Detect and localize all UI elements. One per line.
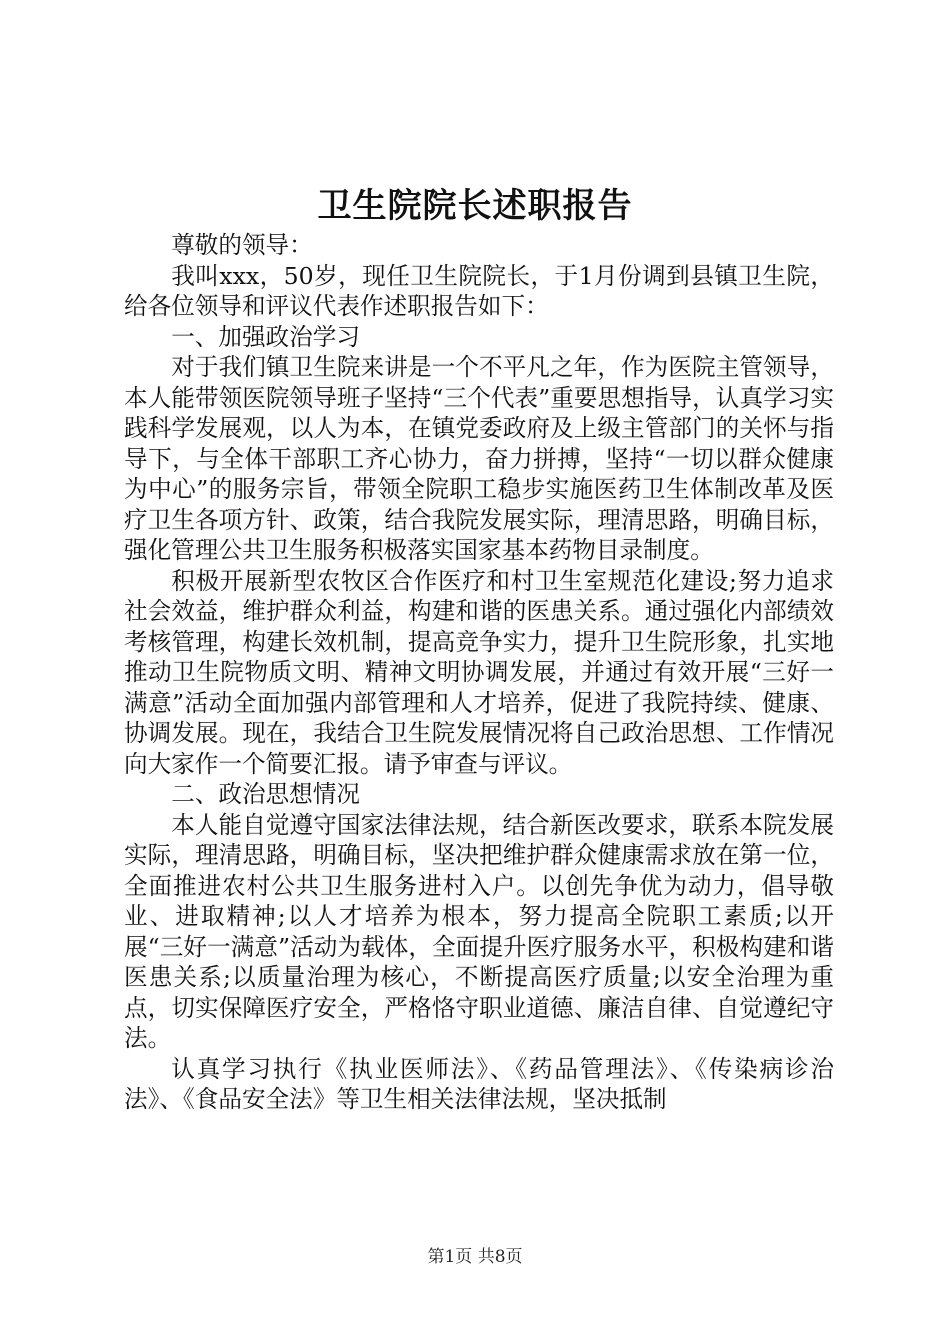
section-heading-2: 二、政治思想情况 xyxy=(171,780,360,808)
document-title: 卫生院院长述职报告 xyxy=(317,186,633,226)
salutation: 尊敬的领导： xyxy=(171,231,313,259)
paragraph: 本人能自觉遵守国家法律法规，结合新医改要求，联系本院发展实际，理清思路，明确目标，坚决把维护群众健康需求放在第一位，全面推进农村公共卫生服务进村入户。以创先争优为动力，倡导敬业、进取精神;以人才培养为根本，努力提高全院职工素质;以开展“三好一满意”活动为载体，全面提升医疗服务水平，积极构建和谐医患关系;以质量治理为核心，不断提高医疗质量;以安全治理为重点，切实保障医疗安全，严格恪守职业道德、廉洁自律、自觉遵纪守法。 xyxy=(124,810,834,1052)
document-body xyxy=(124,230,834,1115)
section-heading-1: 一、加强政治学习 xyxy=(171,322,360,351)
paragraph: 积极开展新型农牧区合作医疗和村卫生室规范化建设;努力追求社会效益，维护群众利益，构建和谐的医患关系。通过强化内部绩效考核管理，构建长效机制，提高竞争实力，提升卫生院形象，扎实地推动卫生院物质文明、精神文明协调发展，并通过有效开展“三好一满意”活动全面加强内部管理和人才培养，促进了我院持续、健康、协调发展。现在，我结合卫生院发展情况将自己政治思想、工作情况向大家作一个简要汇报。请予审查与评议。 xyxy=(124,566,834,778)
paragraph: 对于我们镇卫生院来讲是一个不平凡之年，作为医院主管领导，本人能带领医院领导班子坚持“三个代表”重要思想指导，认真学习实践科学发展观，以人为本，在镇党委政府及上级主管部门的关怀与指导下，与全体干部职工齐心协力，奋力拼搏，坚持“一切以群众健康为中心”的服务宗旨，带领全院职工稳步实施医药卫生体制改革及医疗卫生各项方针、政策，结合我院发展实际，理清思路，明确目标，强化管理公共卫生服务积极落实国家基本药物目录制度。 xyxy=(124,353,834,564)
intro-paragraph: 我叫xxx，50岁，现任卫生院院长，于1月份调到县镇卫生院，给各位领导和评议代表作述职报告如下： xyxy=(124,261,834,320)
paragraph: 认真学习执行《执业医师法》、《药品管理法》、《传染病诊治法》、《食品安全法》等卫生相关法律法规，坚决抵制 xyxy=(124,1054,834,1113)
page-number-footer: 第1页 共8页 xyxy=(427,1247,523,1267)
